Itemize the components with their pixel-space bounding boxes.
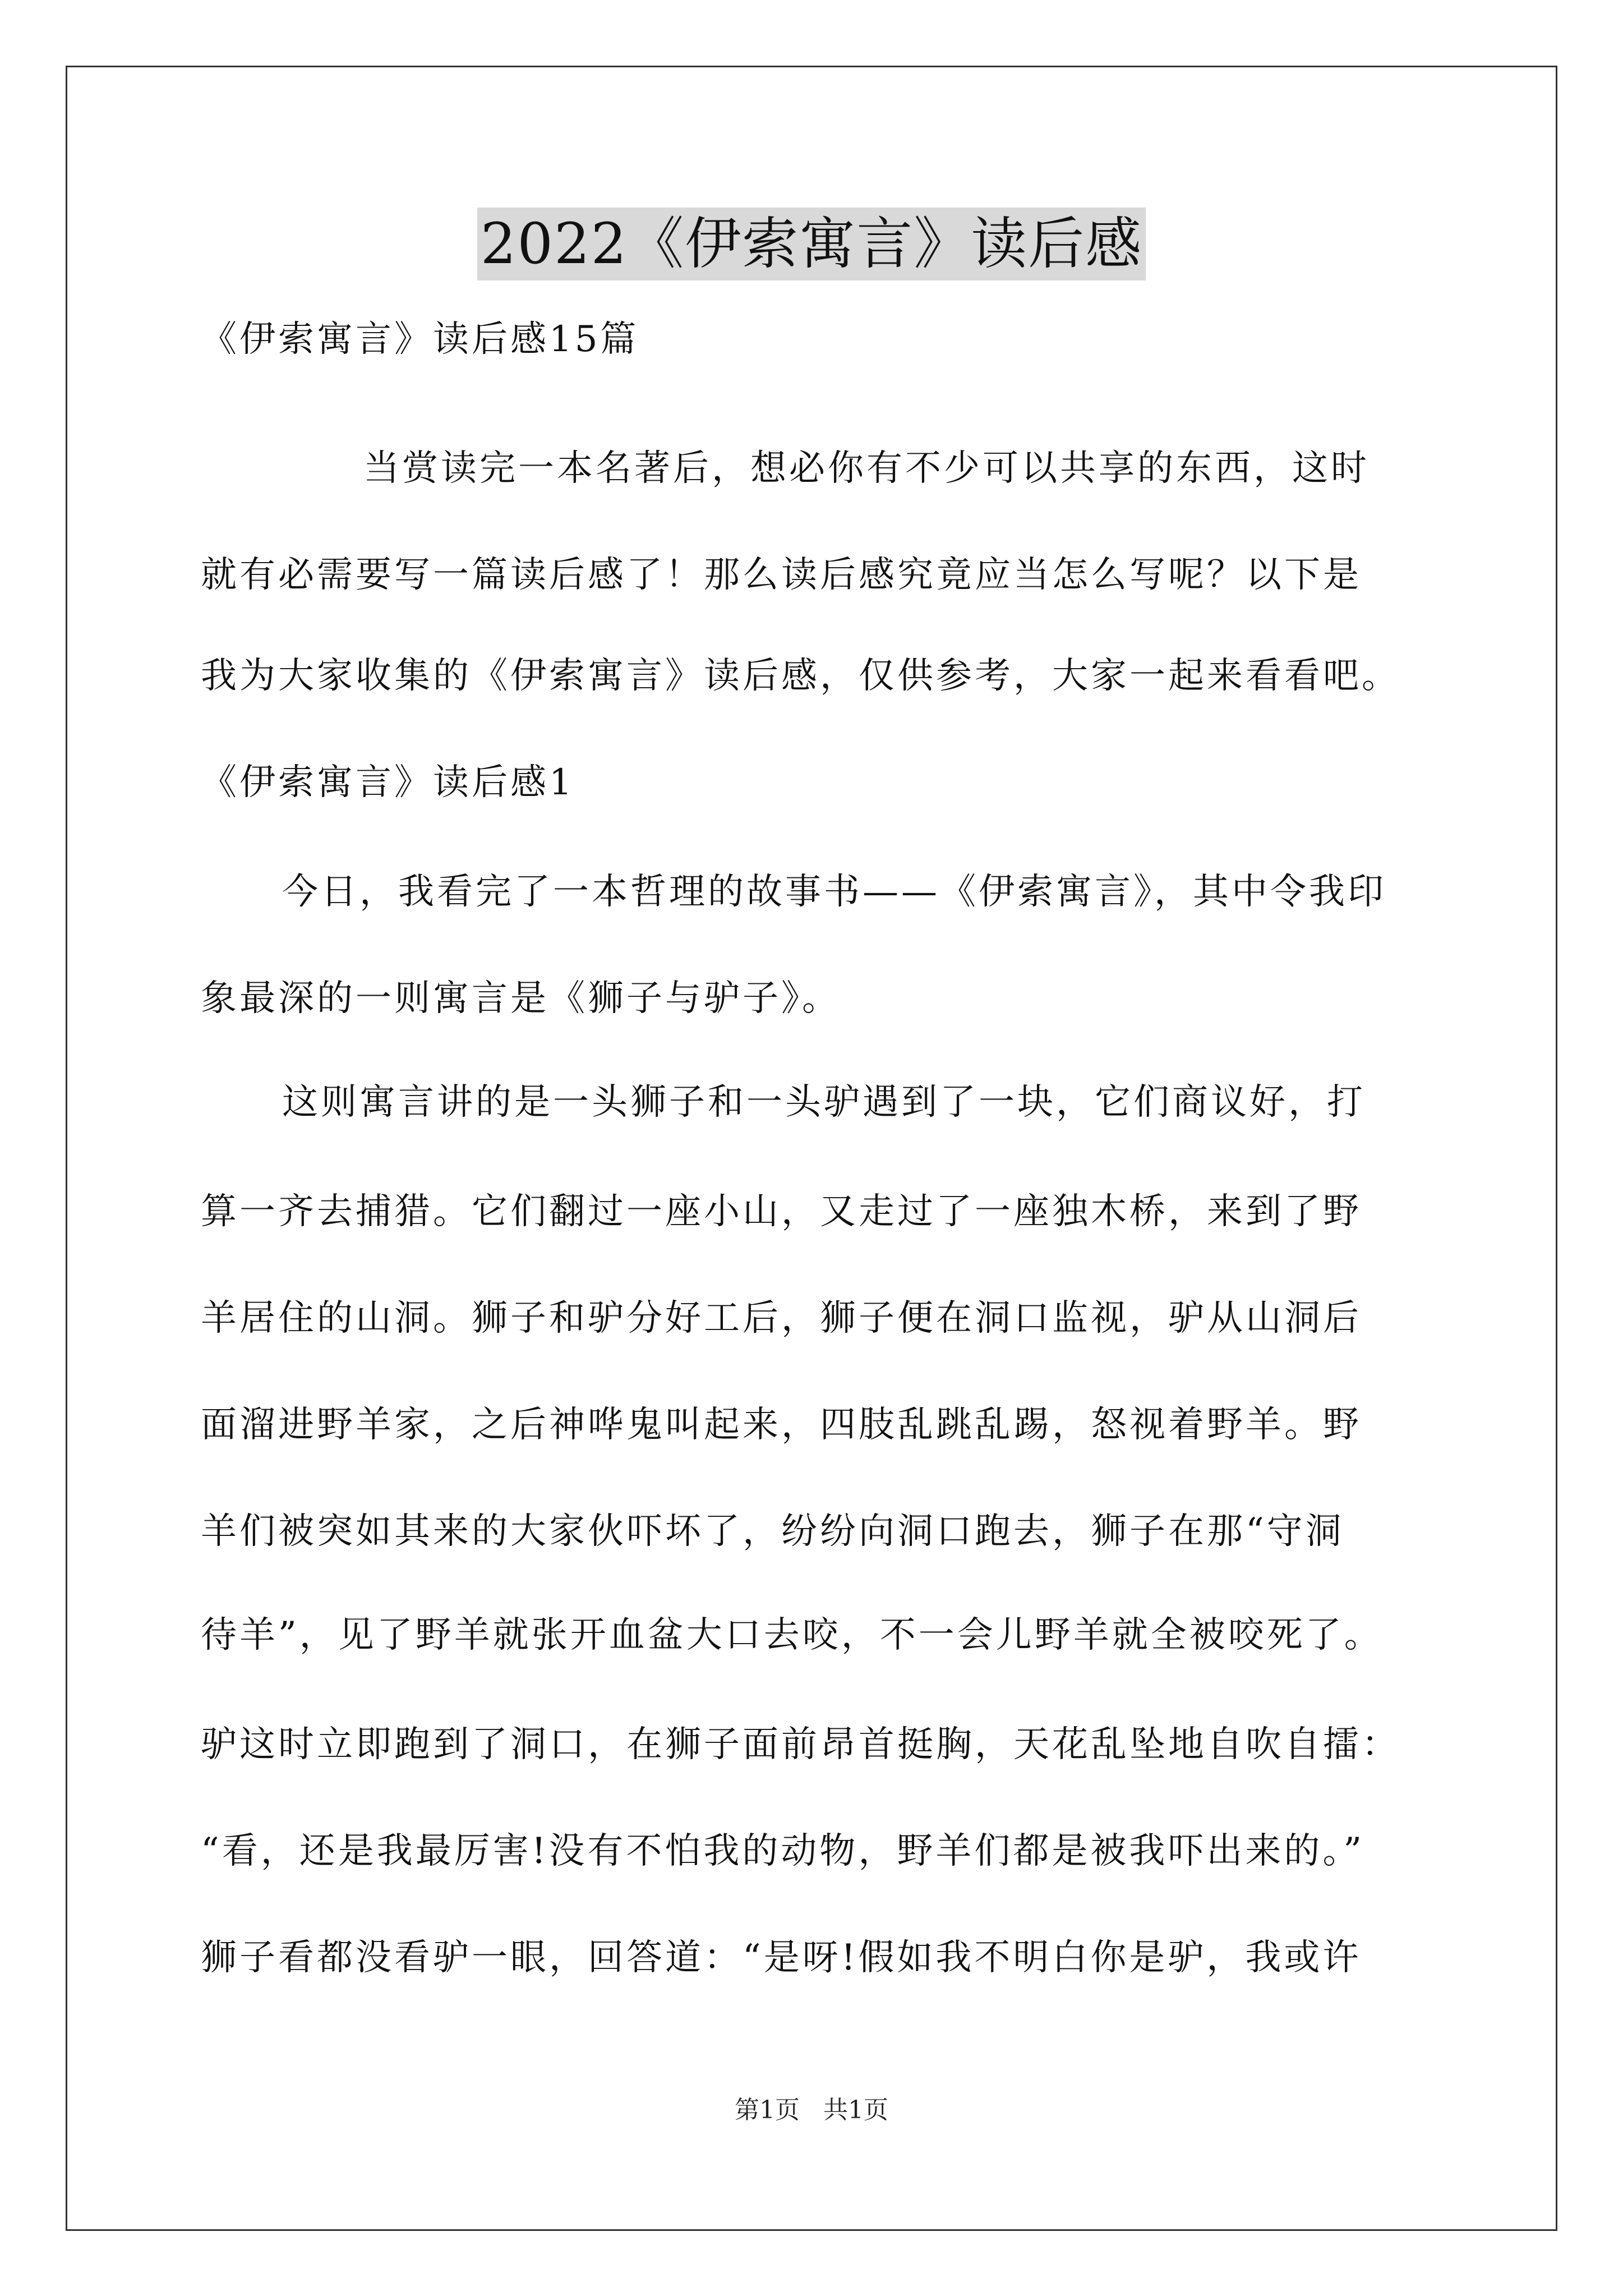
- title-container: [0, 208, 1623, 280]
- page-total: 共1页: [823, 2096, 888, 2124]
- body-line: 驴这时立即跑到了洞口，在狮子面前昂首挺胸，天花乱坠地自吹自擂：: [201, 1724, 1400, 1765]
- page-border: [66, 66, 1557, 2231]
- body-line: 今日，我看完了一本哲理的故事书——《伊索寓言》，其中令我印: [282, 871, 1386, 913]
- subtitle-line: 《伊索寓言》读后感15篇: [201, 319, 639, 360]
- document-title: 2022《伊索寓言》读后感: [477, 208, 1146, 280]
- body-line: 象最深的一则寓言是《狮子与驴子》。: [201, 978, 841, 1019]
- body-line: 羊们被突如其来的大家伙吓坏了，纷纷向洞口跑去，狮子在那“守洞: [201, 1511, 1344, 1552]
- body-line: 面溜进野羊家，之后神哗鬼叫起来，四肢乱跳乱踢，怒视着野羊。野: [201, 1404, 1362, 1446]
- page-number: 第1页: [735, 2096, 800, 2124]
- body-line: 羊居住的山洞。狮子和驴分好工后，狮子便在洞口监视，驴从山洞后: [201, 1297, 1362, 1339]
- body-line: 待羊”，见了野羊就张开血盆大口去咬，不一会儿野羊就全被咬死了。: [201, 1614, 1383, 1656]
- page-footer: [0, 2090, 1623, 2125]
- body-line: 算一齐去捕猎。它们翻过一座小山，又走过了一座独木桥，来到了野: [201, 1191, 1362, 1232]
- intro-line: 当赏读完一本名著后，想必你有不少可以共享的东西，这时: [363, 448, 1370, 489]
- intro-line: 就有必需要写一篇读后感了！那么读后感究竟应当怎么写呢？以下是: [201, 554, 1362, 596]
- section-heading: 《伊索寓言》读后感1: [201, 762, 575, 803]
- body-line: “看，还是我最厉害!没有不怕我的动物，野羊们都是被我吓出来的。”: [201, 1830, 1365, 1872]
- intro-line: 我为大家收集的《伊索寓言》读后感，仅供参考，大家一起来看看吧。: [201, 655, 1400, 697]
- body-line: 狮子看都没看驴一眼，回答道：“是呀!假如我不明白你是驴，我或许: [201, 1937, 1362, 1978]
- body-line: 这则寓言讲的是一头狮子和一头驴遇到了一块，它们商议好，打: [282, 1082, 1366, 1123]
